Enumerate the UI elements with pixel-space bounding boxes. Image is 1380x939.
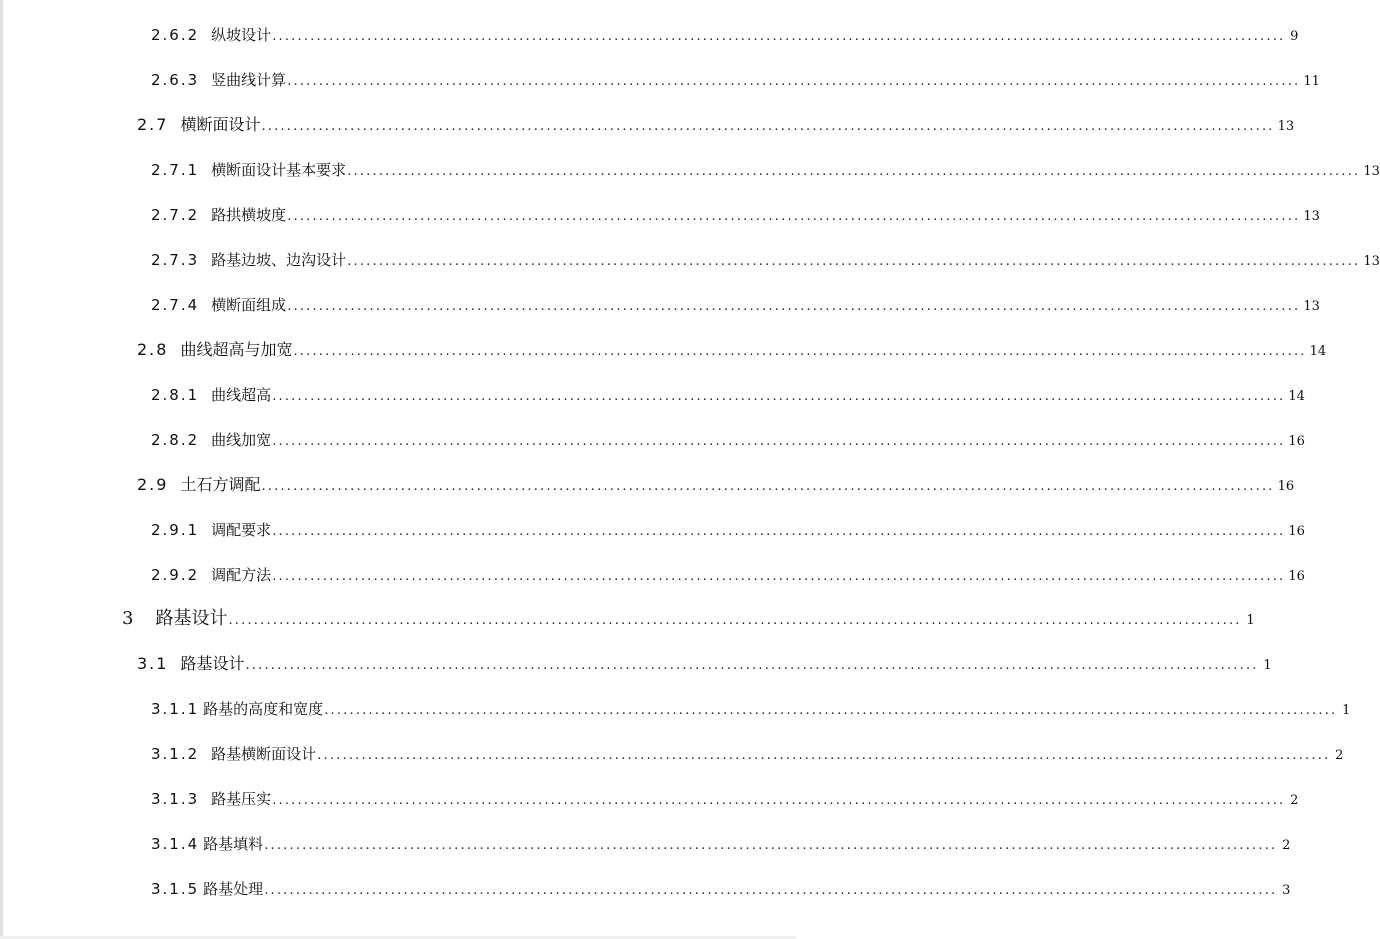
- toc-dot-leader: ................................................................................................................................................................: [287, 209, 1301, 224]
- toc-entry[interactable]: [151, 21, 1299, 49]
- toc-entry-title: 纵坡设计: [211, 26, 272, 44]
- toc-dot-leader: ................................................................................................................................................................: [317, 748, 1331, 763]
- toc-entry-page: 16: [1288, 524, 1305, 539]
- toc-dot-leader: ................................................................................................................................................................: [324, 703, 1338, 718]
- toc-entry-title: 曲线加宽: [211, 431, 272, 449]
- toc-entry[interactable]: [137, 650, 1272, 678]
- toc-entry[interactable]: [151, 381, 1305, 409]
- toc-entry-title: 路基边坡、边沟设计: [211, 251, 347, 269]
- toc-entry[interactable]: [151, 875, 1291, 903]
- toc-entry-title: 路基的高度和宽度: [203, 700, 324, 718]
- toc-entry-number: 3.1.2: [151, 745, 200, 763]
- toc-entry-number: 2.8.1: [151, 386, 200, 404]
- toc-dot-leader: ................................................................................................................................................................: [245, 658, 1259, 673]
- toc-entry-title: 曲线超高与加宽: [180, 340, 293, 359]
- toc-entry-title: 路基设计: [155, 608, 228, 629]
- toc-entry[interactable]: [151, 426, 1305, 454]
- toc-entry-page: 1: [1342, 703, 1351, 718]
- toc-entry-number: 2.9.2: [151, 566, 200, 584]
- toc-entry-page: 2: [1290, 793, 1299, 808]
- toc-entry[interactable]: [151, 246, 1380, 274]
- toc-entry-number: 3.1: [137, 654, 169, 673]
- toc-entry-title: 路基横断面设计: [211, 745, 317, 763]
- toc-entry-page: 13: [1303, 299, 1320, 314]
- toc-entry[interactable]: [151, 201, 1320, 229]
- toc-dot-leader: ................................................................................................................................................................: [347, 164, 1361, 179]
- toc-entry[interactable]: [151, 156, 1380, 184]
- toc-dot-leader: ................................................................................................................................................................: [272, 29, 1286, 44]
- toc-entry-title: 调配方法: [211, 566, 272, 584]
- toc-entry[interactable]: [151, 740, 1344, 768]
- toc-entry-number: 3.1.1: [151, 700, 200, 718]
- toc-entry-number: 2.9: [137, 475, 169, 494]
- toc-dot-leader: ................................................................................................................................................................: [261, 479, 1275, 494]
- toc-entry[interactable]: [151, 516, 1305, 544]
- toc-dot-leader: ................................................................................................................................................................: [287, 74, 1301, 89]
- toc-entry-page: 3: [1282, 883, 1291, 898]
- toc-dot-leader: ................................................................................................................................................................: [272, 389, 1286, 404]
- toc-entry[interactable]: [151, 830, 1291, 858]
- toc-entry-number: 2.7: [137, 115, 169, 134]
- toc-entry-page: 16: [1288, 569, 1305, 584]
- toc-entry[interactable]: [137, 471, 1295, 499]
- toc-entry-title: 路基处理: [203, 880, 264, 898]
- toc-entry-number: 2.7.1: [151, 161, 200, 179]
- toc-dot-leader: ................................................................................................................................................................: [272, 434, 1286, 449]
- toc-entry-page: 11: [1303, 74, 1320, 89]
- toc-chapter-entry[interactable]: [122, 605, 1255, 633]
- toc-entry-title: 竖曲线计算: [211, 71, 287, 89]
- toc-dot-leader: ................................................................................................................................................................: [228, 613, 1242, 628]
- toc-entry[interactable]: [151, 785, 1299, 813]
- toc-entry-title: 调配要求: [211, 521, 272, 539]
- toc-entry-title: 路基设计: [180, 654, 245, 673]
- toc-dot-leader: ................................................................................................................................................................: [261, 119, 1275, 134]
- toc-entry-page: 1: [1246, 613, 1255, 628]
- toc-entry-page: 16: [1288, 434, 1305, 449]
- toc-entry-number: 2.9.1: [151, 521, 200, 539]
- toc-entry[interactable]: [151, 695, 1351, 723]
- toc-entry[interactable]: [151, 66, 1320, 94]
- toc-entry-page: 14: [1309, 344, 1327, 359]
- toc-entry[interactable]: [137, 111, 1295, 139]
- toc-entry-number: 2.6.3: [151, 71, 200, 89]
- toc-entry[interactable]: [151, 561, 1305, 589]
- toc-entry-title: 路拱横坡度: [211, 206, 287, 224]
- toc-dot-leader: ................................................................................................................................................................: [264, 838, 1278, 853]
- toc-entry-number: 2.6.2: [151, 26, 200, 44]
- toc-entry-number: 2.7.4: [151, 296, 200, 314]
- toc-entry-number: 3.1.5: [151, 880, 200, 898]
- toc-dot-leader: ................................................................................................................................................................: [272, 569, 1286, 584]
- toc-dot-leader: ................................................................................................................................................................: [272, 524, 1286, 539]
- toc-dot-leader: ................................................................................................................................................................: [347, 254, 1361, 269]
- toc-entry-page: 16: [1277, 479, 1295, 494]
- toc-dot-leader: ................................................................................................................................................................: [293, 344, 1307, 359]
- toc-dot-leader: ................................................................................................................................................................: [264, 883, 1278, 898]
- toc-entry-number: 2.7.3: [151, 251, 200, 269]
- toc-entry-page: 14: [1288, 389, 1305, 404]
- toc-entry-title: 横断面设计: [180, 115, 261, 134]
- toc-entry-title: 横断面组成: [211, 296, 287, 314]
- toc-entry-title: 路基填料: [203, 835, 264, 853]
- toc-entry-page: 2: [1335, 748, 1344, 763]
- toc-entry-title: 土石方调配: [180, 475, 261, 494]
- toc-dot-leader: ................................................................................................................................................................: [272, 793, 1286, 808]
- toc-entry-page: 9: [1290, 29, 1299, 44]
- toc-entry-page: 13: [1363, 254, 1380, 269]
- toc-entry-page: 13: [1303, 209, 1320, 224]
- toc-entry[interactable]: [137, 336, 1327, 364]
- toc-entry-page: 1: [1263, 658, 1272, 673]
- toc-entry-page: 13: [1277, 119, 1295, 134]
- toc-entry[interactable]: [151, 291, 1320, 319]
- toc-entry-page: 13: [1363, 164, 1380, 179]
- toc-entry-number: 2.8: [137, 340, 169, 359]
- toc-entry-title: 曲线超高: [211, 386, 272, 404]
- toc-entry-number: 2.8.2: [151, 431, 200, 449]
- toc-entry-title: 横断面设计基本要求: [211, 161, 347, 179]
- toc-entry-number: 2.7.2: [151, 206, 200, 224]
- toc-entry-page: 2: [1282, 838, 1291, 853]
- toc-entry-number: 3.1.4: [151, 835, 200, 853]
- toc-entry-number: 3: [122, 608, 136, 629]
- toc-dot-leader: ................................................................................................................................................................: [287, 299, 1301, 314]
- toc-entry-number: 3.1.3: [151, 790, 200, 808]
- toc-entry-title: 路基压实: [211, 790, 272, 808]
